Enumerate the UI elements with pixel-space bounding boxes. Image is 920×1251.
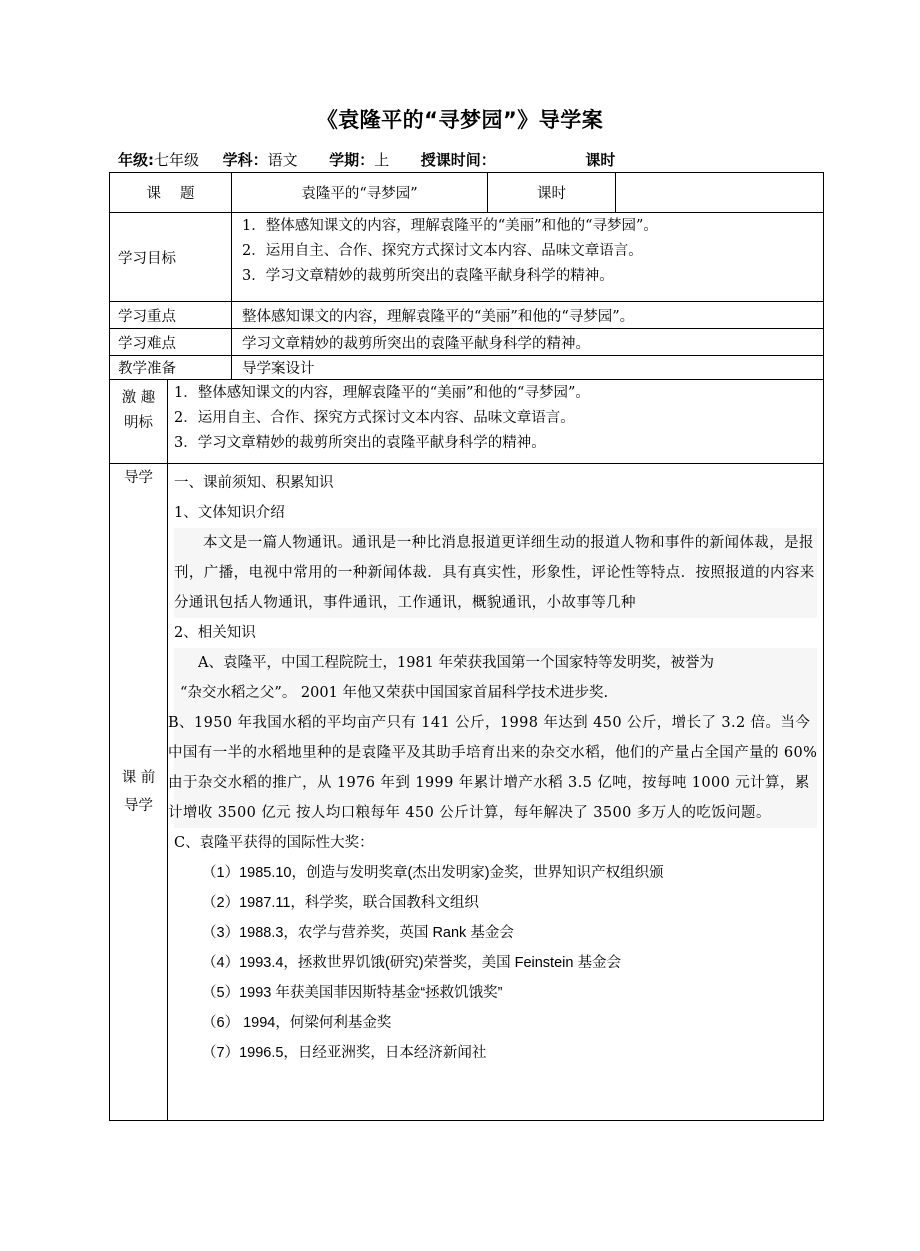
motivate-label-line2: 明标 xyxy=(124,415,153,431)
motivate-label xyxy=(110,380,168,464)
award-item: （3）1988.3，农学与营养奖，英国 Rank 基金会 xyxy=(202,925,514,941)
preclass-label xyxy=(110,464,168,1121)
page-title: 《袁隆平的“寻梦园”》导学案 xyxy=(316,108,604,132)
motivate-content xyxy=(168,380,824,464)
goal-item: 2．运用自主、合作、探究方式探讨文本内容、品味文章语言。 xyxy=(242,243,643,259)
difficulty-label: 学习难点 xyxy=(110,329,232,356)
prep-value: 导学案设计 xyxy=(232,356,824,380)
motivate-row xyxy=(110,380,824,464)
motivate-item: 3．学习文章精妙的裁剪所突出的袁隆平献身科学的精神。 xyxy=(174,435,546,451)
award-item: （2）1987.11，科学奖，联合国教科文组织 xyxy=(202,895,479,911)
subject-label: 学科： xyxy=(222,151,268,169)
sub-heading: 1、文体知识介绍 xyxy=(174,505,285,521)
topic-row xyxy=(110,173,824,213)
preclass-label-line2: 导学 xyxy=(124,798,153,814)
period-label: 课时 xyxy=(585,151,616,169)
knowledge-c-heading: C、袁隆平获得的国际性大奖： xyxy=(174,835,374,851)
period-label-cell: 课时 xyxy=(488,173,616,213)
sub-heading: 2、相关知识 xyxy=(174,625,256,641)
section-heading: 一、课前须知、积累知识 xyxy=(174,475,334,491)
award-item: （4）1993.4，拯救世界饥饿(研究)荣誉奖，美国 Feinstein 基金会 xyxy=(202,955,621,971)
award-item: （6） 1994，何梁何利基金奖 xyxy=(202,1015,392,1031)
topic-value: 袁隆平的“寻梦园” xyxy=(232,173,488,213)
key-value: 整体感知课文的内容，理解袁隆平的“美丽”和他的“寻梦园”。 xyxy=(232,302,824,329)
topic-label: 课 题 xyxy=(110,173,232,213)
related-knowledge-block xyxy=(168,648,818,828)
motivate-item: 1．整体感知课文的内容，理解袁隆平的“美丽”和他的“寻梦园”。 xyxy=(174,385,590,401)
term-label: 学期： xyxy=(329,151,375,169)
key-row xyxy=(110,302,824,329)
lesson-table xyxy=(109,172,824,1121)
award-item: （7）1996.5，日经亚洲奖，日本经济新闻社 xyxy=(202,1045,487,1061)
term-value: 上 xyxy=(374,151,390,169)
motivate-label-line1: 激 趣 xyxy=(121,390,156,406)
genre-intro-paragraph: 本文是一篇人物通讯。通讯是一种比消息报道更详细生动的报道人物和事件的新闻体裁，是报刊，广播，电视中常用的一种新闻体裁．具有真实性，形象性，评论性等特点．按照报道的内容来分通讯包括人物通讯，事件通讯，工作通讯，概貌通讯，小故事等几种 xyxy=(174,535,815,611)
goals-label: 学习目标 xyxy=(110,213,232,302)
goal-item: 1．整体感知课文的内容，理解袁隆平的“美丽”和他的“寻梦园”。 xyxy=(242,218,658,234)
goals-row xyxy=(110,213,824,302)
grade-label: 年级: xyxy=(118,151,154,169)
knowledge-b-paragraph: B、1950 年我国水稻的平均亩产只有 141 公斤，1998 年达到 450 公斤，增长了 3.2 倍。当今中国有一半的水稻地里种的是袁隆平及其助手培育出来的杂交水稻，他们的产量占全国产量的 60%由于杂交水稻的推广，从 1976 年到 1999 年累计增产水稻 3.5 亿吨，按每吨 1000 元计算，累计增收 3500 亿元 按人均口粮每年 450 公斤计算，每年解决了 3500 多万人的吃饭问题。 xyxy=(168,715,818,821)
knowledge-a-line1: A、袁隆平，中国工程院院士，1981 年荣获我国第一个国家特等发明奖，被誉为 xyxy=(198,655,714,671)
goal-item: 3．学习文章精妙的裁剪所突出的袁隆平献身科学的精神。 xyxy=(242,268,614,284)
difficulty-value: 学习文章精妙的裁剪所突出的袁隆平献身科学的精神。 xyxy=(232,329,824,356)
award-item: （1）1985.10，创造与发明奖章(杰出发明家)金奖，世界知识产权组织颁 xyxy=(202,865,664,881)
time-label: 授课时间： xyxy=(420,151,496,169)
preclass-label-line1: 课 前 xyxy=(121,770,156,786)
knowledge-a-line2: “杂交水稻之父”。 2001 年他又荣获中国国家首届科学技术进步奖. xyxy=(180,685,609,701)
prep-label: 教学准备 xyxy=(110,356,232,380)
prep-row xyxy=(110,356,824,380)
difficulty-row xyxy=(110,329,824,356)
grade-value: 七年级 xyxy=(154,151,200,169)
preclass-row xyxy=(110,464,824,1121)
genre-intro-block xyxy=(174,528,817,618)
subject-value: 语文 xyxy=(267,151,298,169)
meta-row xyxy=(118,149,615,170)
motivate-item: 2．运用自主、合作、探究方式探讨文本内容、品味文章语言。 xyxy=(174,410,575,426)
key-label: 学习重点 xyxy=(110,302,232,329)
period-value-cell xyxy=(616,173,824,213)
goals-content xyxy=(232,213,824,302)
award-item: （5）1993 年获美国菲因斯特基金“拯救饥饿奖” xyxy=(202,985,503,1001)
preclass-content xyxy=(168,464,824,1121)
preclass-side-label: 导学 xyxy=(124,470,153,486)
